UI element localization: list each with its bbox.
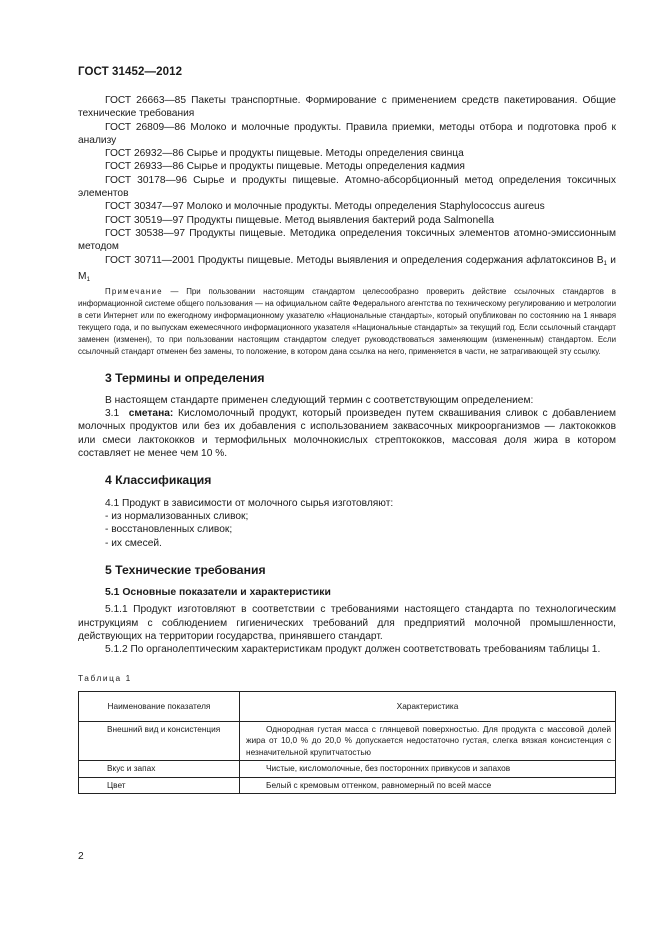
table-row: [79, 761, 616, 777]
reference-item: ГОСТ 30178—96 Сырье и продукты пищевые. Атомно-абсорбционный метод определения токсичных элементов: [78, 174, 616, 200]
section-3-intro: В настоящем стандарте применен следующий термин с соответствующим определением:: [105, 394, 534, 406]
reference-item: ГОСТ 26809—86 Молоко и молочные продукты. Правила приемки, методы отбора и подготовка проб к анализу: [78, 121, 616, 146]
reference-item: ГОСТ 30538—97 Продукты пищевые. Методика определения токсичных элементов атомно-эмиссионным методом: [78, 227, 616, 253]
table-row: [79, 721, 616, 760]
normative-references: [78, 94, 616, 286]
reference-item: ГОСТ 26663—85 Пакеты транспортные. Формирование с применением средств пакетирования. Общие технические требования: [78, 95, 616, 120]
reference-item: ГОСТ 26933—86 Сырье и продукты пищевые. Методы определения кадмия: [105, 161, 465, 173]
table-cell: Вкус и запах: [79, 761, 240, 777]
reference-item: ГОСТ 30519—97 Продукты пищевые. Метод выявления бактерий рода Salmonella: [105, 214, 494, 226]
table-header-row: [79, 691, 616, 721]
note-text: — При пользовании настоящим стандартом целесообразно проверить действие ссылочных стандартов в информационной системе общего пользования — на официальном сайте Федерального агентства по техническому регулированию и метрологии в сети Интернет или по ежегодному информационному указателю «Национальные стандарты», который опубликован по состоянию на 1 января текущего года, и по выпускам ежемесячного информационного указателя «Национальные стандарты» за текущий год. Если ссылочный стандарт заменен (изменен), то при пользовании настоящим стандартом следует руководствоваться заменяющим (измененным) стандартом. Если ссылочный стандарт отменен без замены, то положение, в котором дана ссылка на него, применяется в части, не затрагивающей эту ссылку.: [78, 287, 616, 356]
reference-note: [78, 286, 616, 357]
term-name: сметана:: [128, 408, 174, 420]
table-header-cell: Характеристика: [240, 691, 616, 721]
list-item: - их смесей.: [105, 537, 162, 549]
list-item: - из нормализованных сливок;: [105, 510, 249, 522]
paragraph-5-1-1: 5.1.1 Продукт изготовляют в соответствии с требованиями настоящего стандарта по технологическим инструкциям с соблюдением гигиенических требований для предприятий молочной промышленности, действующих на территории государства, принявшего стандарт.: [78, 604, 616, 643]
reference-item: ГОСТ 30347—97 Молоко и молочные продукты. Методы определения Staphylococcus aureus: [105, 201, 545, 213]
table-cell: Внешний вид и консистенция: [79, 721, 240, 760]
table-caption: Таблица 1: [78, 672, 132, 683]
organoleptic-table: [78, 691, 616, 794]
document-body: [78, 94, 616, 794]
list-item: - восстановленных сливок;: [105, 524, 233, 536]
note-label: Примечание: [105, 287, 163, 297]
table-cell: Цвет: [79, 777, 240, 793]
section-4-title: 4 Классификация: [105, 473, 212, 488]
table-cell: Однородная густая масса с глянцевой поверхностью. Для продукта с массовой долей жира от 10,0 % до 20,0 % допускается недостаточно густая, слегка вязкая консистенция с незначительной крупитчатостью: [240, 721, 616, 760]
table-cell: Белый с кремовым оттенком, равномерный по всей массе: [240, 777, 616, 793]
section-5-title: 5 Технические требования: [105, 562, 266, 577]
subsection-5-1-title: 5.1 Основные показатели и характеристики: [105, 587, 331, 599]
term-definition: 3.1 сметана: Кисломолочный продукт, который произведен путем сквашивания сливок с добавлением молочных продуктов или без их добавления с использованием заквасочных микроорганизмов — лактококков или смеси лактококков и термофильных молочнокислых стрептококков, массовая доля жира в котором составляет не менее чем 10 %.: [78, 408, 616, 460]
section-3-title: 3 Термины и определения: [105, 370, 265, 385]
paragraph-5-1-2: 5.1.2 По органолептическим характеристикам продукт должен соответствовать требованиям таблицы 1.: [105, 644, 601, 656]
document-header: ГОСТ 31452—2012: [78, 66, 183, 78]
section-4-intro: 4.1 Продукт в зависимости от молочного сырья изготовляют:: [105, 497, 394, 509]
page-number: 2: [78, 851, 84, 862]
reference-item: ГОСТ 30711—2001 Продукты пищевые. Методы выявления и определения содержания афлатоксинов $B_1$ и $M_1$: [78, 254, 616, 283]
classification-list: [78, 510, 616, 550]
table-cell: Чистые, кисломолочные, без посторонних привкусов и запахов: [240, 761, 616, 777]
table-header-cell: Наименование показателя: [79, 691, 240, 721]
reference-item: ГОСТ 26932—86 Сырье и продукты пищевые. Методы определения свинца: [105, 148, 464, 160]
table-row: [79, 777, 616, 793]
